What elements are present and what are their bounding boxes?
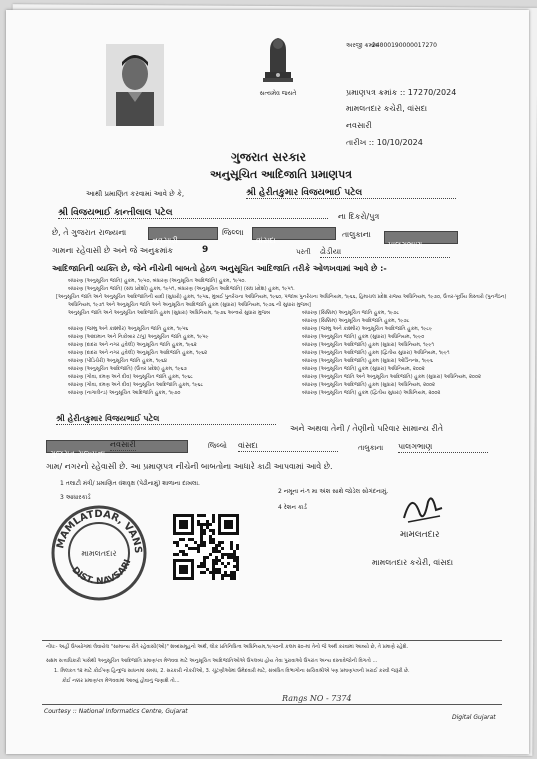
order-left-item: બંધારણ (ગોવા, દમણ અને દીવ) અનુસૂચિત આદિજાતિ હુકમ, ૧૯૬૮ <box>68 382 204 388</box>
schedule-prefix: ગામના રહેવાસી છે અને જે અનુક્રમાંક <box>52 246 174 255</box>
resident-prefix: છે, તે ગુજરાત રાજ્યના <box>52 228 127 237</box>
footer-note: નોંધ:- અહીં ઉપયોગમાં લેવાયેલ "સામાન્ય રીતે રહેવાસી(ઓ)" શબ્દસમૂહનો અર્થ, લોક પ્રતિનિધિત્વ અધિનિયમ,૧૯૫૦ની કલમ ૨૦-માં તેનો જે અર્થ કરવામાં આવ્યો છે, તે પ્રમાણે રહેશે. <box>46 644 409 650</box>
order-left-item: બંધારણ (આંદામાન અને નિકોબાર ટાપુ) અનુસૂચિત જાતિ હુકમ, ૧૯૫૯ <box>68 334 209 340</box>
qr-code <box>173 514 239 580</box>
taluka-label: તાલુકાના <box>342 230 371 239</box>
basis-item: 4 રેશન કાર્ડ <box>278 504 307 511</box>
residence-village: પાલગભાણ <box>398 442 488 453</box>
serial-label: અરજી ક્રમાંક : <box>346 42 383 49</box>
village-field: પાલગભાણ <box>384 231 458 244</box>
courtesy-text: Courtesy :: National Informatics Centre, Gujarat <box>44 708 188 715</box>
tribe-name: ઢોડીયા <box>320 247 450 258</box>
order-right-item: બંધારણ (અનુસૂચિત આદિજાતિ) હુકમ (દ્વિતીય સુધારા) અધિનિયમ, ૧૯૯૧ <box>302 350 450 356</box>
order-right-item: બંધારણ (અનુસૂચિત આદિજાતિ) હુકમ (સુધારા) અધિનિયમ, ૧૯૯૧ <box>302 342 434 348</box>
residence-village-line: ગામ/ નગરનો રહેવાસી છે. આ પ્રમાણપત્ર નીચેની બાબતોના આધારે કાઢી આપવામાં આવે છે. <box>46 462 333 471</box>
order-right-item: બંધારણ (અનુસૂચિત જાતિ) હુકમ (સુધારા) અધિનિયમ, ૧૯૯૦ <box>302 334 425 340</box>
footer-caution: 1. મિલકત ૧૨ માટે કોઈપણ હિન્દુજ સાધનમાં સંબંધ, 2. સરકારી નોકરીઓ, 3. ચૂંટણીઓમાં ઉમેદવારી માટે, સંબંધિત વિભાગોના સચિવશ્રીએ પણ પ્રમાણપત્રની ખરાઈ કરવી જરૂરી છે. <box>54 668 410 674</box>
emblem-caption: સત્યમેવ જયતે <box>259 90 297 97</box>
seal-bottom-text: DIST. NAVSARI <box>69 558 134 588</box>
order-left-item: બંધારણ (પોંડિચેરી) અનુસૂચિત જાતિ હુકમ, ૧૯૬૪ <box>68 358 168 364</box>
svg-text:DIST. NAVSARI <box>70 558 134 587</box>
father-suffix: ના દિકરો/પુત્ર <box>338 212 380 221</box>
basis-item: 3 આધારકાર્ડ <box>60 494 91 501</box>
resident-district-field: નવસારી <box>148 227 218 240</box>
seal-inner-text: મામલતદાર <box>81 549 117 558</box>
tribe-statement: આદિજાતિની વ્યક્તિ છે, જેને નીચેની બાબતો હેઠળ અનુસૂચિત આદિજાતિ તરીકે ઓળખવામાં આવે છે :- <box>52 264 387 273</box>
footer-caution: કોઈ નક્કર પ્રમાણપત્ર મેળવવામાં આવ્યું હોવાનું જણાશે તો... <box>62 678 180 684</box>
order-line: બંધારણ (અનુસૂચિત જાતિ) (સંઘ પ્રદેશો) હુકમ, ૧૯૫૧, બંધારણ (અનુસૂચિત આદિજાતિ) (સંઘ પ્રદેશ) હુકમ, ૧૯૫૧. <box>68 286 295 292</box>
national-emblem <box>253 32 303 97</box>
serial-number: 24000190000017270 <box>372 42 437 49</box>
order-right-item: બંધારણ (જમ્મુ અને કાશ્મીર) અનુસૂચિત આદિજાતિ હુકમ, ૧૯૮૯ <box>302 326 433 332</box>
tribe-label: પરતી <box>296 248 311 256</box>
taluka-field: વાંસદા <box>252 227 336 240</box>
document-title: અનુસૂચિત આદિજાતિ પ્રમાણપત્ર <box>210 168 353 181</box>
order-right-item: બંધારણ (સિક્કિમ) અનુસૂચિત જાતિ હુકમ, ૧૯૭૮ <box>302 310 400 316</box>
applicant-photo <box>106 44 164 126</box>
signature-office: મામલતદાર કચેરી, વાંસદા <box>372 558 454 567</box>
order-right-item: બંધારણ (અનુસૂચિત જાતિ) હુકમ (દ્વિતીય સુધારા) અધિનિયમ, ૨૦૦૨ <box>302 390 441 396</box>
certificate-number: પ્રમાણપત્ર ક્રમાંક :: 17270/2024 <box>346 88 457 97</box>
order-right-item: બંધારણ (અનુસૂચિત જાતિ) હુકમ (સુધારા) અધિનિયમ, ૨૦૦૨ <box>302 366 425 372</box>
state-title: ગુજરાત સરકાર <box>231 150 306 164</box>
certificate-page <box>6 10 529 754</box>
mamlatdar-seal <box>50 504 148 602</box>
district-label: જિલ્લા <box>222 228 244 237</box>
order-right-item: બંધારણ (અનુસૂચિત આદિજાતિ) હુકમ (સુધારા) અધિનિયમ, ૨૦૦૨ <box>302 382 435 388</box>
residence-district-label: જિલ્લો <box>208 442 227 450</box>
issue-date: તારીખ :: 10/10/2024 <box>346 138 423 147</box>
holder-name: શ્રી હેરીતકુમાર વિજયભાઈ પટેલ <box>246 188 456 199</box>
signature-title: મામલતદાર <box>400 530 440 540</box>
schedule-number: 9 <box>202 245 209 255</box>
seal-top-text: MAMLATDAR, VANS <box>55 508 144 554</box>
signature <box>398 488 448 528</box>
residence-taluka: વાંસદા <box>238 441 338 452</box>
order-left-item: બંધારણ (અનુસૂચિત આદિજાતિ) (ઉત્તર પ્રદેશ) હુકમ, ૧૯૬૭ <box>68 366 187 372</box>
order-right-item: બંધારણ (અનુસૂચિત જાતિ અને અનુસૂચિત આદિજાતિ) હુકમ (સુધારા) અધિનિયમ, ૨૦૦૨ <box>302 374 481 380</box>
footer-caution: સક્ષમ સત્તાધિકારી પાસેથી અનુસૂચિત આદિજાતિ પ્રમાણપત્ર મેળવવા માટે અનુસૂચિત આદિજાતિઓએ ઉપલબ્ધ હોય તેવા પુરાવાઓ ઉપરાંત અન્ય દસ્તાવેજોની વિગતો ... <box>46 658 378 664</box>
father-name: શ્રી વિજયભાઈ કાન્તીલાલ પટેલ <box>58 208 328 219</box>
order-line: [અનુસૂચિત જાતિ અને અનુસૂચિત આદિજાતિની યાદી (સુધારો) હુકમ, ૧૯૫૬, મુંબઈ પુનર્રચના અધિનિયમ, ૧૯૬૦, પંજાબ પુનર્રચના અધિનિયમ, ૧૯૬૬, હિમાચલ પ્રદેશ રાજ્ય અધિનિયમ, ૧૯૭૦, ઉત્તર-પૂર્વીય વિસ્તારો (પુનર્ગઠન) <box>56 294 507 300</box>
order-right-item: બંધારણ (અનુસૂચિત આદિજાતિ) હુકમ (સુધારા) ઓર્ડિનન્સ, ૧૯૯૬ <box>302 358 433 364</box>
order-right-item: બંધારણ (સિક્કિમ) અનુસૂચિત આદિજાતિ હુકમ, ૧૯૭૮ <box>302 318 410 324</box>
residence-state-field: ગુજરાત રાજ્યના <box>46 440 188 453</box>
issuing-office: મામલતદાર કચેરી, વાંસદા <box>346 104 428 113</box>
residence-district: નવસારી <box>110 440 136 449</box>
order-left-item: બંધારણ (દાદરા અને નગર હવેલી) અનુસૂચિત જાતિ હુકમ, ૧૯૬૨ <box>68 342 197 348</box>
residence-taluka-label: તાલુકાના <box>358 444 384 452</box>
brand-text: Digital Gujarat <box>452 714 496 721</box>
order-left-item: બંધારણ (જમ્મુ અને કાશ્મીર) અનુસૂચિત જાતિ હુકમ, ૧૯૫૬ <box>68 326 189 332</box>
order-line: બંધારણ (અનુસૂચિત જાતિ) હુકમ, ૧૯૫૦, બંધારણ (અનુસૂચિત આદિજાતિ) હુકમ, ૧૯૫૦. <box>68 278 247 284</box>
order-line: અધિનિયમ, ૧૯૭૧ અને અનુસૂચિત જાતિ અને અનુસૂચિત આદિજાતિ હુકમ (સુધારા) અધિનિયમ, ૧૯૭૬ ની સુધારા મુજબ] <box>68 302 311 308</box>
order-left-item: બંધારણ (ગોવા, દમણ અને દીવ) અનુસૂચિત જાતિ હુકમ, ૧૯૬૮ <box>68 374 193 380</box>
intro-text: આથી પ્રમાણિત કરવામાં આવે છે કે, <box>86 190 185 198</box>
residence-family-text: અને અથવા તેની / તેણીનો પરિવાર સામાન્ય રીતે <box>290 424 444 433</box>
basis-item: 1 તલાટી મંત્રી/ પ્રમાણિત વંશવૃક્ષ (પેઢીનામું) શાળાના દાખલા. <box>60 480 200 487</box>
residence-name: શ્રી હેરીતકુમાર વિજયભાઈ પટેલ <box>56 414 276 425</box>
handwritten-reference: Rangs NO - 7374 <box>282 694 352 703</box>
district-name: નવસારી <box>346 121 372 130</box>
order-line: અનુસૂચિત જાતિ અને અનુસૂચિત આદિજાતિ હુકમ (સુધારા) અધિનિયમ, ૧૯૭૬ અન્વયે સુધારા મુજબ <box>68 310 271 316</box>
order-left-item: બંધારણ (નાગાલેન્ડ) અનુસૂચિત આદિજાતિ હુકમ, ૧૯૭૦ <box>68 390 181 396</box>
order-left-item: બંધારણ (દાદરા અને નગર હવેલી) અનુસૂચિત આદિજાતિ હુકમ, ૧૯૬૨ <box>68 350 208 356</box>
basis-item: 2 નમૂના નં-૧ મા અંશ સાથે જોડેલ સોગંદનામું. <box>278 488 389 495</box>
